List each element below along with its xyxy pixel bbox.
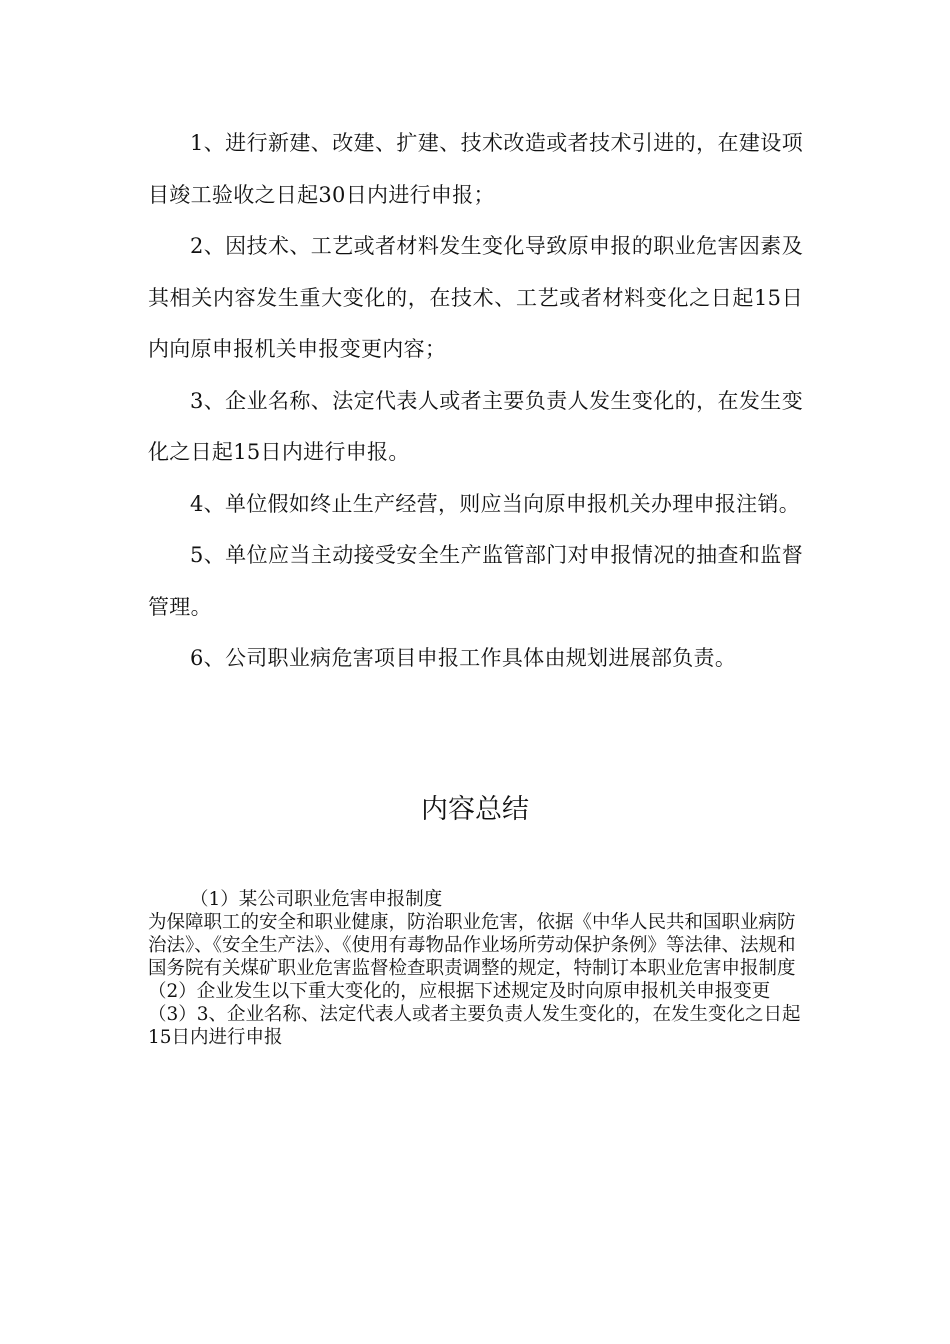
summary-item-2: （2）企业发生以下重大变化的，应根据下述规定及时向原申报机关申报变更	[148, 981, 771, 1002]
summary-item-3: （3）3、企业名称、法定代表人或者主要负责人发生变化的，在发生变化之日起15日内进行申报	[148, 1004, 801, 1048]
document-body	[148, 118, 803, 685]
summary-section	[148, 888, 808, 1049]
summary-title: 内容总结	[421, 794, 529, 825]
paragraph-item-4: 4、单位假如终止生产经营，则应当向原申报机关办理申报注销。	[190, 491, 801, 516]
summary-item-1: （1）某公司职业危害申报制度	[190, 889, 443, 910]
paragraph-item-3: 3、企业名称、法定代表人或者主要负责人发生变化的，在发生变化之日起15日内进行申报。	[148, 388, 803, 464]
paragraph-item-6: 6、公司职业病危害项目申报工作具体由规划进展部负责。	[190, 646, 737, 670]
summary-item-1-detail: 为保障职工的安全和职业健康，防治职业危害，依据《中华人民共和国职业病防治法》、《安全生产法》、《使用有毒物品作业场所劳动保护条例》等法律、法规和国务院有关煤矿职业危害监督检查职责调整的规定，特制订本职业危害申报制度	[148, 912, 796, 979]
paragraph-item-2: 2、因技术、工艺或者材料发生变化导致原申报的职业危害因素及其相关内容发生重大变化的，在技术、工艺或者材料变化之日起15日内向原申报机关申报变更内容；	[148, 234, 803, 361]
paragraph-item-1: 1、进行新建、改建、扩建、技术改造或者技术引进的，在建设项目竣工验收之日起30日内进行申报；	[148, 131, 803, 207]
paragraph-item-5: 5、单位应当主动接受安全生产监管部门对申报情况的抽查和监督管理。	[148, 543, 803, 619]
